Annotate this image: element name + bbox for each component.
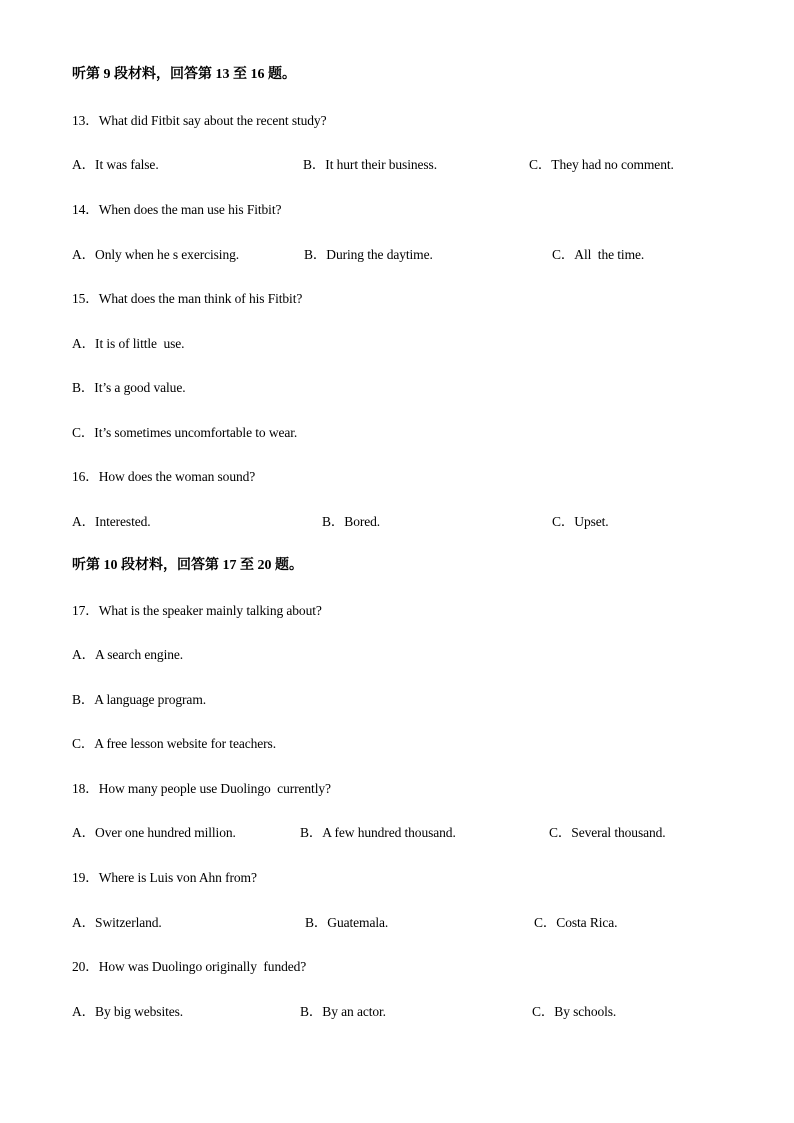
- answer-option-b: B．A few hundred thousand.: [300, 825, 456, 840]
- question-prompt: 17．What is the speaker mainly talking about?: [72, 603, 322, 618]
- answer-option-b: B．It hurt their business.: [303, 157, 437, 172]
- answer-option-c: C．It’s sometimes uncomfortable to wear.: [72, 425, 298, 440]
- answer-option-b: B．A language program.: [72, 692, 206, 707]
- answer-option-a: A．Interested.: [72, 514, 151, 529]
- question-prompt: 14．When does the man use his Fitbit?: [72, 202, 282, 217]
- answer-option-c: C．They had no comment.: [529, 157, 674, 172]
- question-prompt: 20．How was Duolingo originally funded?: [72, 959, 307, 974]
- answer-option-c: C．By schools.: [532, 1004, 617, 1019]
- answer-option-a: A．Only when he s exercising.: [72, 247, 240, 262]
- answer-option-a: A．It is of little use.: [72, 336, 185, 351]
- answer-option-c: C．All the time.: [552, 247, 645, 262]
- section-heading: 听第 9 段材料，回答第 13 至 16 题。: [72, 67, 296, 82]
- question-prompt: 13．What did Fitbit say about the recent study?: [72, 113, 327, 128]
- answer-option-c: C．Upset.: [552, 514, 609, 529]
- answer-option-a: A．Switzerland.: [72, 915, 162, 930]
- answer-option-b: B．Guatemala.: [305, 915, 389, 930]
- question-prompt: 18．How many people use Duolingo currently?: [72, 781, 331, 796]
- answer-option-b: B．Bored.: [322, 514, 381, 529]
- question-prompt: 19．Where is Luis von Ahn from?: [72, 870, 257, 885]
- answer-option-c: C．A free lesson website for teachers.: [72, 736, 276, 751]
- question-prompt: 16．How does the woman sound?: [72, 469, 256, 484]
- answer-option-a: A．By big websites.: [72, 1004, 184, 1019]
- answer-option-b: B．During the daytime.: [304, 247, 433, 262]
- answer-option-a: A．A search engine.: [72, 647, 184, 662]
- answer-option-c: C．Costa Rica.: [534, 915, 618, 930]
- answer-option-a: A．Over one hundred million.: [72, 825, 236, 840]
- answer-option-b: B．By an actor.: [300, 1004, 386, 1019]
- section-heading: 听第 10 段材料，回答第 17 至 20 题。: [72, 558, 303, 573]
- answer-option-a: A．It was false.: [72, 157, 159, 172]
- question-prompt: 15．What does the man think of his Fitbit?: [72, 291, 303, 306]
- answer-option-b: B．It’s a good value.: [72, 380, 186, 395]
- answer-option-c: C．Several thousand.: [549, 825, 666, 840]
